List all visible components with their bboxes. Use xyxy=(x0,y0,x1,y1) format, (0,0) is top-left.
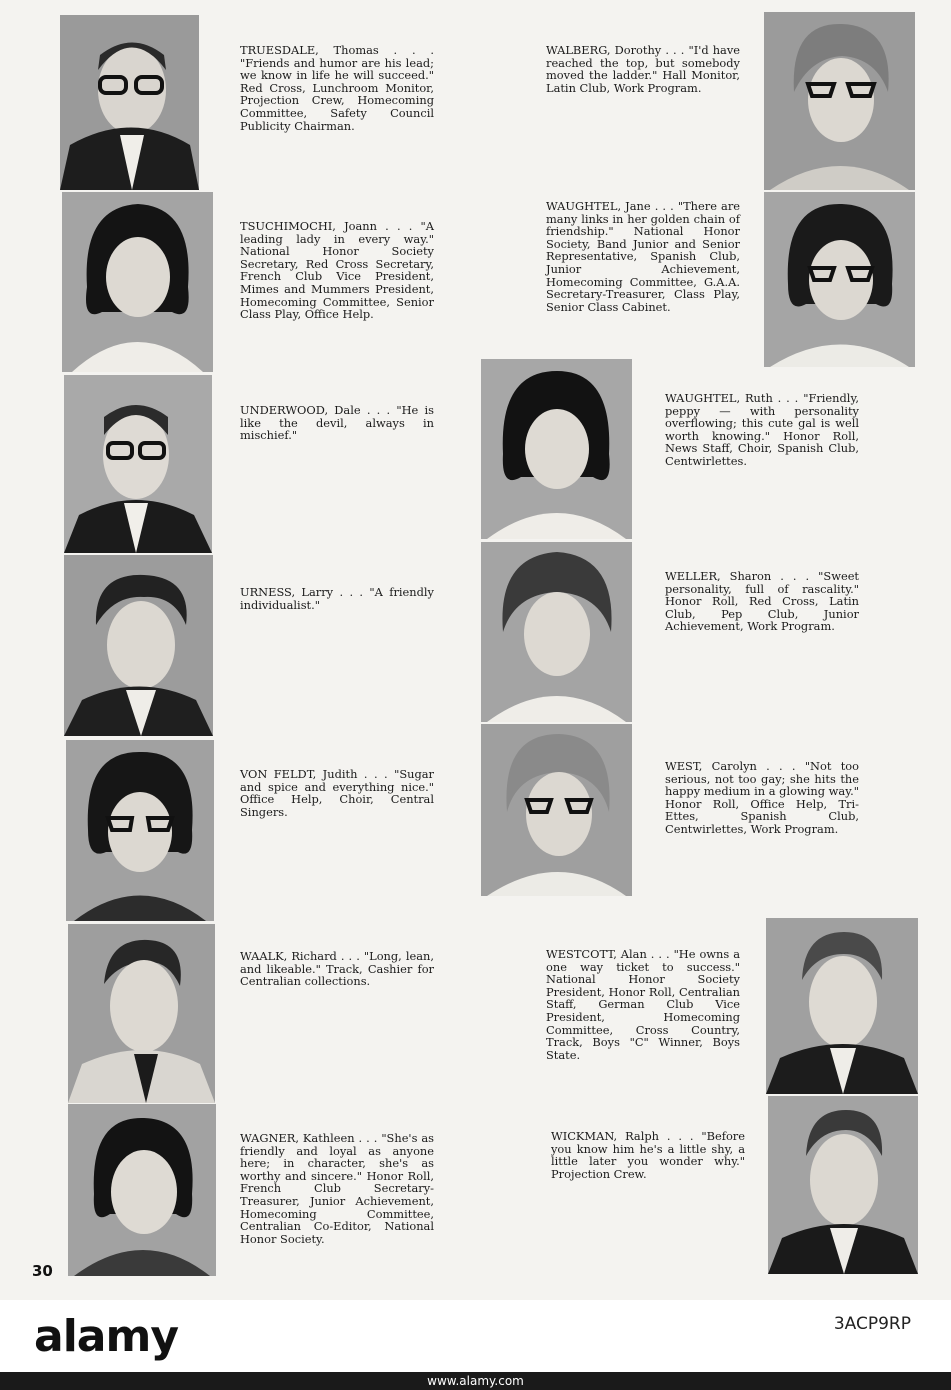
portrait-photo xyxy=(481,724,632,896)
student-entry-tsuchimochi xyxy=(240,220,434,321)
portrait-photo xyxy=(481,542,632,722)
portrait-photo xyxy=(68,924,215,1103)
page-number: 30 xyxy=(32,1262,53,1280)
portrait-photo xyxy=(764,192,915,367)
student-entry-wagner xyxy=(240,1132,434,1245)
student-entry-urness xyxy=(240,586,434,611)
student-entry-wickman xyxy=(551,1130,745,1180)
student-caption: "She's as friendly and loyal as anyone here; in character, she's as worthy and sincere." Honor Roll, French Club Secretary-Treasurer, Junior Achievement, Homecoming Committee, Centralian Co-Editor, National Honor Society. xyxy=(240,1131,435,1246)
portrait-photo xyxy=(62,192,213,372)
student-caption: "A friendly individualist." xyxy=(240,585,434,612)
student-entry-truesdale xyxy=(240,44,434,132)
portrait-photo xyxy=(64,375,212,553)
site-url: www.alamy.com xyxy=(0,1372,951,1390)
portrait-photo xyxy=(60,15,199,190)
student-entry-von-feldt xyxy=(240,768,434,818)
student-caption: "Before you know him he's a little shy, a little later you wonder why." Projection Crew. xyxy=(551,1129,745,1181)
student-name: WEST, Carolyn . . . xyxy=(665,759,796,773)
portrait-photo xyxy=(768,1096,918,1274)
image-id: 3ACP9RP xyxy=(833,1314,911,1334)
student-entry-underwood xyxy=(240,404,434,442)
student-entry-weller xyxy=(665,570,859,633)
student-name: WAUGHTEL, Jane . . . xyxy=(546,199,674,213)
student-name: WALBERG, Dorothy . . . xyxy=(546,43,685,57)
student-name: WAGNER, Kathleen . . . xyxy=(240,1131,378,1145)
student-caption: "He owns a one way ticket to success." National Honor Society President, Honor Roll, Centralian Staff, German Club Vice President, Homecoming Committee, Cross Country, Track, Boys "C" Winner, Boys State. xyxy=(546,947,740,1062)
student-name: WAUGHTEL, Ruth . . . xyxy=(665,391,799,405)
student-name: WAALK, Richard . . . xyxy=(240,949,360,963)
student-caption: "There are many links in her golden chain of friendship." National Honor Society, Band Junior and Senior Representative, Spanish Club, Junior Achievement, Homecoming Committee, G.A.A. Secretary-Treasurer, Class Play, Senior Class Cabinet. xyxy=(546,199,741,314)
student-caption: "Friendly, peppy — with personality overflowing; this cute gal is well worth knowing." Honor Roll, News Staff, Choir, Spanish Club, Centwirlettes. xyxy=(665,391,859,468)
student-entry-westcott xyxy=(546,948,740,1061)
student-name: WESTCOTT, Alan . . . xyxy=(546,947,670,961)
student-entry-waalk xyxy=(240,950,434,988)
student-name: URNESS, Larry . . . xyxy=(240,585,364,599)
student-name: VON FELDT, Judith . . . xyxy=(240,767,388,781)
student-name: WICKMAN, Ralph . . . xyxy=(551,1129,694,1143)
student-caption: "I'd have reached the top, but somebody moved the ladder." Hall Monitor, Latin Club, Work Program. xyxy=(546,43,741,95)
student-name: UNDERWOOD, Dale . . . xyxy=(240,403,391,417)
student-name: WELLER, Sharon . . . xyxy=(665,569,810,583)
student-caption: "Sweet personality, full of rascality." Honor Roll, Red Cross, Latin Club, Pep Club, Junior Achievement, Work Program. xyxy=(665,569,860,634)
portrait-photo xyxy=(64,555,213,736)
student-caption: "A leading lady in every way." National Honor Society Secretary, Red Cross Secretary, French Club Vice President, Mimes and Mummers President, Homecoming Committee, Senior Class Play, Office Help. xyxy=(240,219,434,322)
student-caption: "Not too serious, not too gay; she hits the happy medium in a glowing way." Honor Roll, Office Help, Tri-Ettes, Spanish Club, Centwirlettes, Work Program. xyxy=(665,759,860,836)
student-caption: "He is like the devil, always in mischief." xyxy=(240,403,434,443)
portrait-photo xyxy=(766,918,918,1094)
student-entry-walberg xyxy=(546,44,740,94)
student-entry-waughtel-jane xyxy=(546,200,740,313)
student-caption: "Long, lean, and likeable." Track, Cashier for Centralian collections. xyxy=(240,949,434,989)
portrait-photo xyxy=(68,1104,216,1276)
portrait-photo xyxy=(764,12,915,190)
student-name: TRUESDALE, Thomas . . . xyxy=(240,43,434,57)
portrait-photo xyxy=(66,740,214,921)
student-caption: "Sugar and spice and everything nice." Office Help, Choir, Central Singers. xyxy=(240,767,434,819)
brand-logo: alamy xyxy=(34,1311,178,1362)
student-entry-west xyxy=(665,760,859,836)
student-name: TSUCHIMOCHI, Joann . . . xyxy=(240,219,413,233)
student-caption: "Friends and humor are his lead; we know in life he will succeed." Red Cross, Lunchroom Monitor, Projection Crew, Homecoming Committee, Safety Council Publicity Chairman. xyxy=(240,55,434,133)
portrait-photo xyxy=(481,359,632,539)
student-entry-waughtel-ruth xyxy=(665,392,859,468)
